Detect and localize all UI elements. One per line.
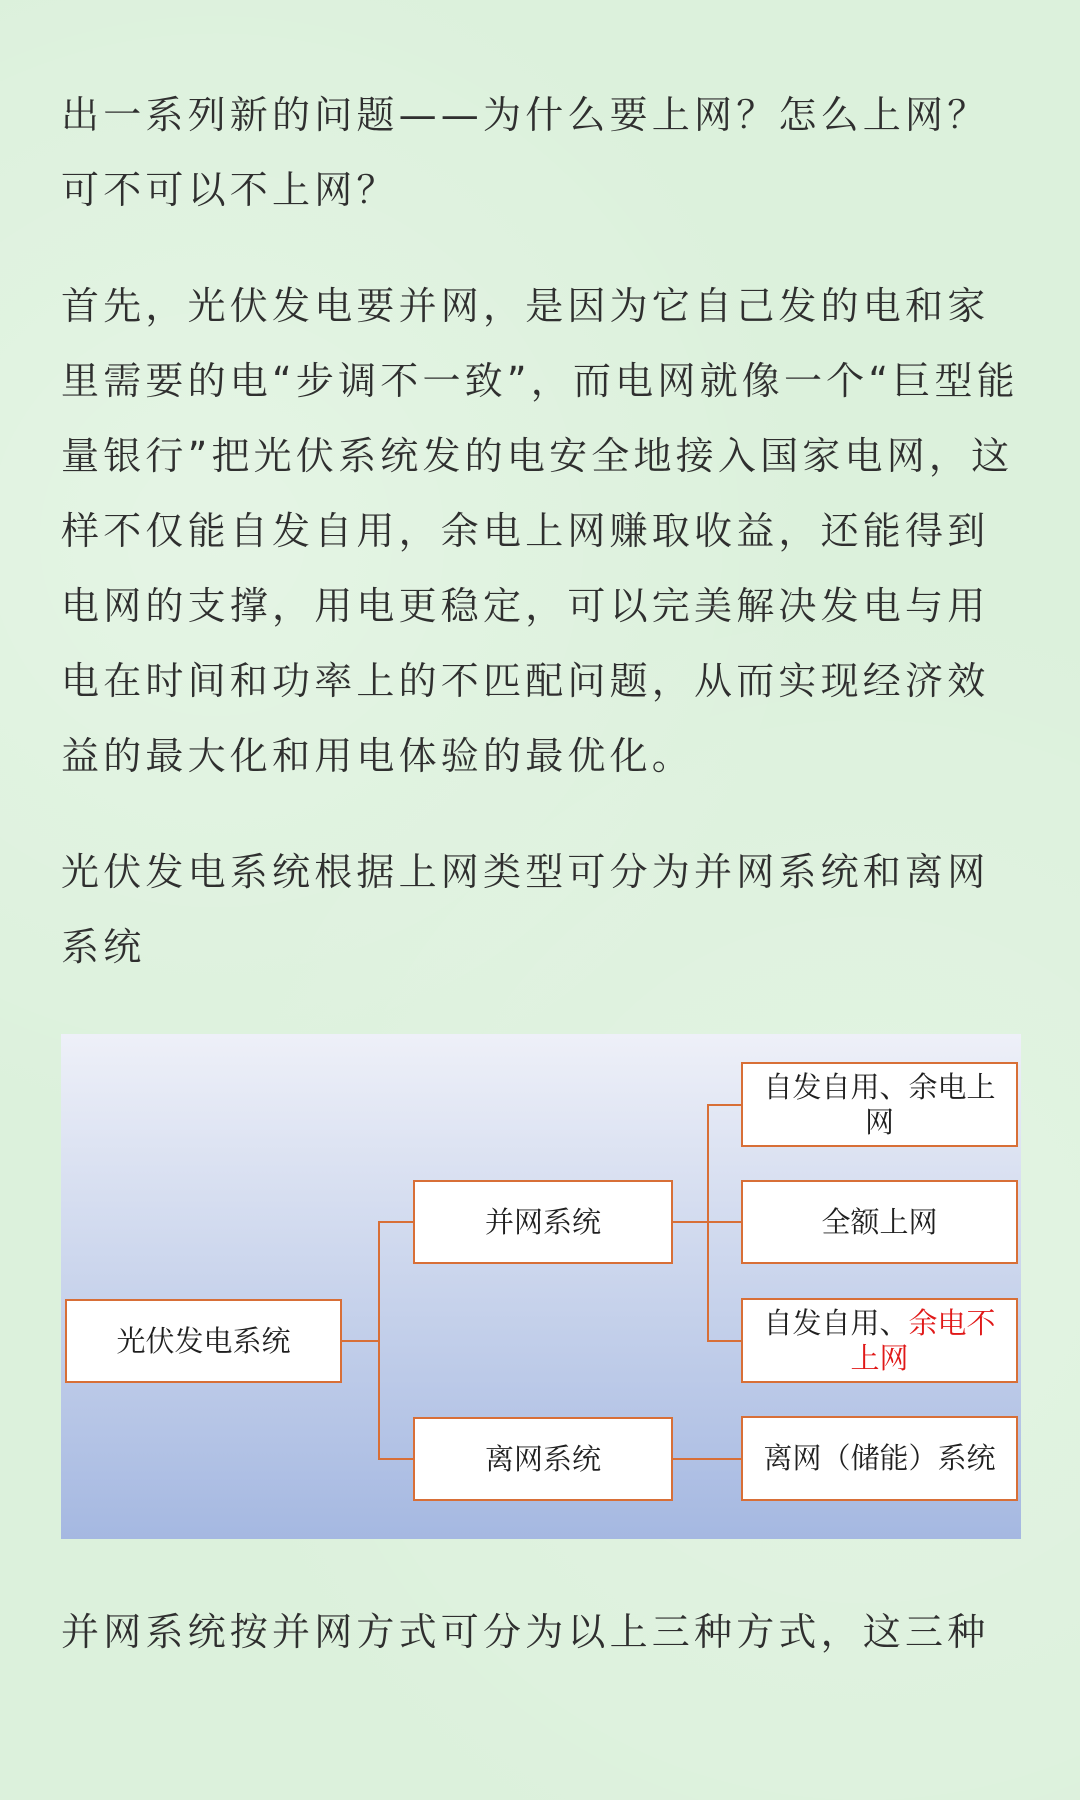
- node-leaf2-label: 全额上网: [821, 1204, 938, 1239]
- connector-to-leaf2: [707, 1221, 741, 1223]
- node-grid-tied-label: 并网系统: [484, 1204, 601, 1239]
- node-leaf1-label: 自发自用、余电上网: [763, 1069, 996, 1139]
- node-off-grid-storage-system: [741, 1416, 1018, 1501]
- connector-root-vertical: [378, 1221, 380, 1459]
- pv-system-classification-diagram: [61, 1034, 1021, 1539]
- connector-to-off-grid: [378, 1458, 413, 1460]
- paragraph-system-types: 光伏发电系统根据上网类型可分为并网系统和离网系统: [61, 850, 990, 969]
- node-pv-system-label: 光伏发电系统: [116, 1323, 291, 1358]
- node-full-grid-feed: [741, 1180, 1018, 1264]
- paragraph-grid-tied-methods: 并网系统按并网方式可分为以上三种方式，这三种: [61, 1610, 990, 1654]
- node-leaf3-label-highlight: 余电不上网: [850, 1305, 996, 1375]
- connector-root-out: [342, 1340, 378, 1342]
- connector-off-grid-to-leaf4: [673, 1458, 741, 1460]
- node-leaf3-label-part1: 自发自用、: [763, 1305, 909, 1340]
- paragraph-questions: 出一系列新的问题——为什么要上网？怎么上网？可不可以不上网？: [61, 93, 990, 212]
- node-self-use-surplus-to-grid: [741, 1062, 1018, 1147]
- article-body: [61, 78, 1021, 1670]
- connector-to-grid-tied: [378, 1221, 413, 1223]
- paragraph-grid-explanation: 首先，光伏发电要并网，是因为它自己发的电和家里需要的电“步调不一致”，而电网就像一个“巨型能量银行”把光伏系统发的电安全地接入国家电网，这样不仅能自发自用，余电上网赚取收益，还能得到电网的支撑，用电更稳定，可以完美解决发电与用电在时间和功率上的不匹配问题，从而实现经济效益的最大化和用电体验的最优化。: [61, 284, 1019, 778]
- node-leaf3-label: [753, 1306, 1006, 1376]
- node-grid-tied-system: [413, 1180, 673, 1264]
- connector-grid-tied-out: [673, 1221, 707, 1223]
- node-off-grid-system: [413, 1417, 673, 1501]
- node-pv-system: [65, 1299, 342, 1383]
- node-self-use-no-surplus-to-grid: [741, 1298, 1018, 1383]
- node-off-grid-label: 离网系统: [484, 1441, 601, 1476]
- node-leaf4-label: 离网（储能）系统: [763, 1441, 996, 1475]
- connector-to-leaf1: [707, 1104, 741, 1106]
- connector-to-leaf3: [707, 1340, 741, 1342]
